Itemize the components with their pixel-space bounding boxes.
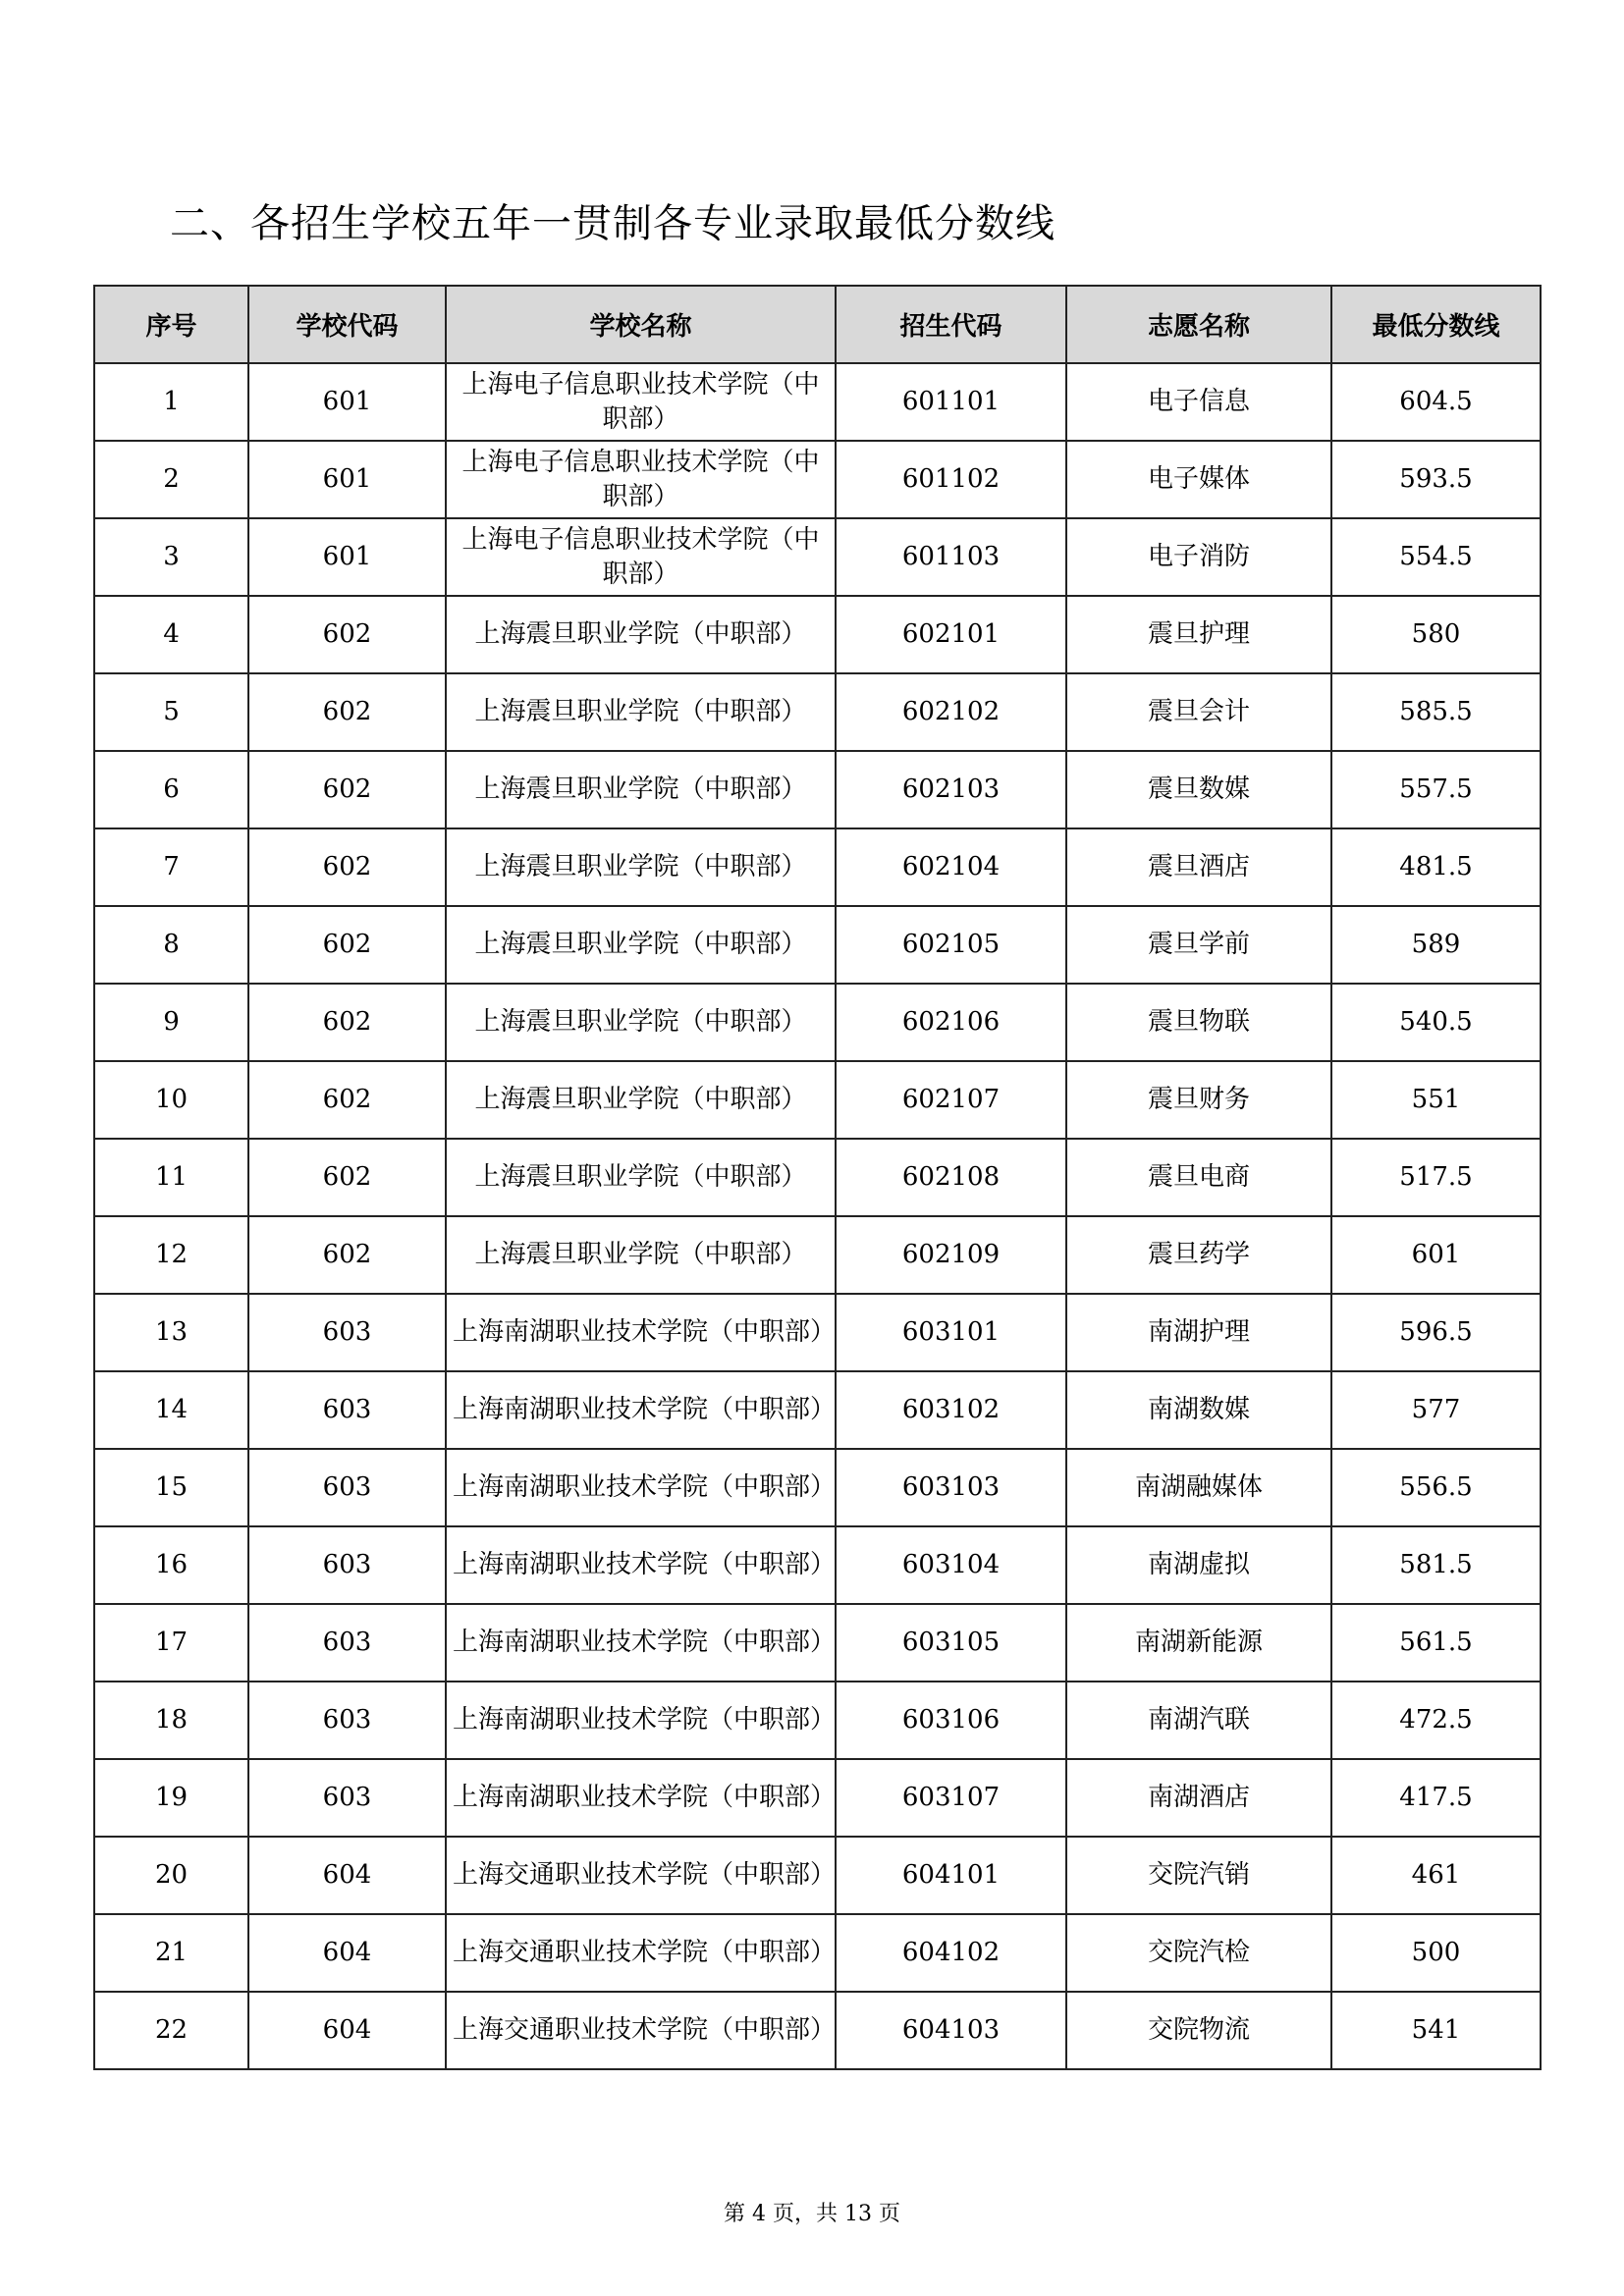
cell-min-score: 581.5 xyxy=(1331,1526,1541,1604)
cell-school-name: 上海震旦职业学院（中职部） xyxy=(446,751,836,828)
cell-seq: 20 xyxy=(94,1837,248,1914)
cell-seq: 4 xyxy=(94,596,248,673)
table-row xyxy=(94,518,1541,596)
header-school-name: 学校名称 xyxy=(446,286,836,363)
cell-major: 电子消防 xyxy=(1066,518,1331,596)
cell-school-code: 604 xyxy=(248,1914,446,1992)
table-row xyxy=(94,673,1541,751)
table-row xyxy=(94,984,1541,1061)
cell-min-score: 461 xyxy=(1331,1837,1541,1914)
cell-school-name: 上海南湖职业技术学院（中职部） xyxy=(446,1526,836,1604)
cell-school-code: 602 xyxy=(248,1061,446,1139)
cell-school-name: 上海电子信息职业技术学院（中职部） xyxy=(446,363,836,441)
cell-min-score: 417.5 xyxy=(1331,1759,1541,1837)
cell-school-code: 601 xyxy=(248,363,446,441)
cell-school-code: 602 xyxy=(248,1216,446,1294)
cell-enroll-code: 602108 xyxy=(836,1139,1066,1216)
cell-major: 交院汽检 xyxy=(1066,1914,1331,1992)
cell-school-name: 上海震旦职业学院（中职部） xyxy=(446,828,836,906)
cell-major: 南湖数媒 xyxy=(1066,1371,1331,1449)
cell-min-score: 561.5 xyxy=(1331,1604,1541,1682)
cell-enroll-code: 602102 xyxy=(836,673,1066,751)
cell-enroll-code: 603105 xyxy=(836,1604,1066,1682)
table-row xyxy=(94,1682,1541,1759)
cell-seq: 7 xyxy=(94,828,248,906)
cell-enroll-code: 603102 xyxy=(836,1371,1066,1449)
cell-enroll-code: 604101 xyxy=(836,1837,1066,1914)
cell-enroll-code: 601101 xyxy=(836,363,1066,441)
table-row xyxy=(94,1371,1541,1449)
cell-school-code: 603 xyxy=(248,1449,446,1526)
cell-min-score: 556.5 xyxy=(1331,1449,1541,1526)
cell-enroll-code: 602109 xyxy=(836,1216,1066,1294)
cell-school-name: 上海南湖职业技术学院（中职部） xyxy=(446,1682,836,1759)
admission-score-table xyxy=(93,285,1542,2070)
cell-school-name: 上海交通职业技术学院（中职部） xyxy=(446,1992,836,2069)
cell-enroll-code: 602105 xyxy=(836,906,1066,984)
cell-enroll-code: 603107 xyxy=(836,1759,1066,1837)
cell-major: 南湖汽联 xyxy=(1066,1682,1331,1759)
cell-major: 南湖酒店 xyxy=(1066,1759,1331,1837)
cell-seq: 19 xyxy=(94,1759,248,1837)
cell-school-name: 上海震旦职业学院（中职部） xyxy=(446,1061,836,1139)
cell-min-score: 472.5 xyxy=(1331,1682,1541,1759)
cell-school-name: 上海南湖职业技术学院（中职部） xyxy=(446,1759,836,1837)
cell-seq: 18 xyxy=(94,1682,248,1759)
cell-school-code: 602 xyxy=(248,984,446,1061)
cell-seq: 17 xyxy=(94,1604,248,1682)
cell-school-code: 602 xyxy=(248,1139,446,1216)
cell-major: 震旦物联 xyxy=(1066,984,1331,1061)
cell-school-code: 601 xyxy=(248,441,446,518)
cell-school-code: 603 xyxy=(248,1294,446,1371)
table-row xyxy=(94,1061,1541,1139)
cell-min-score: 593.5 xyxy=(1331,441,1541,518)
table-row xyxy=(94,596,1541,673)
cell-school-code: 602 xyxy=(248,906,446,984)
cell-min-score: 557.5 xyxy=(1331,751,1541,828)
cell-seq: 15 xyxy=(94,1449,248,1526)
cell-major: 电子信息 xyxy=(1066,363,1331,441)
cell-school-name: 上海南湖职业技术学院（中职部） xyxy=(446,1371,836,1449)
cell-school-code: 602 xyxy=(248,828,446,906)
cell-enroll-code: 602107 xyxy=(836,1061,1066,1139)
table-row xyxy=(94,751,1541,828)
cell-min-score: 551 xyxy=(1331,1061,1541,1139)
cell-enroll-code: 603106 xyxy=(836,1682,1066,1759)
cell-school-code: 603 xyxy=(248,1371,446,1449)
cell-school-code: 602 xyxy=(248,596,446,673)
cell-min-score: 540.5 xyxy=(1331,984,1541,1061)
cell-school-name: 上海电子信息职业技术学院（中职部） xyxy=(446,518,836,596)
cell-min-score: 601 xyxy=(1331,1216,1541,1294)
cell-school-code: 603 xyxy=(248,1526,446,1604)
cell-school-name: 上海震旦职业学院（中职部） xyxy=(446,984,836,1061)
header-enroll-code: 招生代码 xyxy=(836,286,1066,363)
cell-school-name: 上海南湖职业技术学院（中职部） xyxy=(446,1604,836,1682)
cell-major: 震旦电商 xyxy=(1066,1139,1331,1216)
cell-school-name: 上海南湖职业技术学院（中职部） xyxy=(446,1294,836,1371)
cell-school-code: 603 xyxy=(248,1759,446,1837)
table-row xyxy=(94,1759,1541,1837)
cell-min-score: 577 xyxy=(1331,1371,1541,1449)
page-title: 二、各招生学校五年一贯制各专业录取最低分数线 xyxy=(170,201,1056,246)
cell-min-score: 604.5 xyxy=(1331,363,1541,441)
table-header-row xyxy=(94,286,1541,363)
cell-enroll-code: 602103 xyxy=(836,751,1066,828)
cell-seq: 22 xyxy=(94,1992,248,2069)
cell-seq: 6 xyxy=(94,751,248,828)
table-row xyxy=(94,1604,1541,1682)
cell-major: 震旦药学 xyxy=(1066,1216,1331,1294)
cell-seq: 13 xyxy=(94,1294,248,1371)
cell-enroll-code: 602106 xyxy=(836,984,1066,1061)
cell-major: 震旦学前 xyxy=(1066,906,1331,984)
cell-school-name: 上海震旦职业学院（中职部） xyxy=(446,906,836,984)
cell-school-name: 上海震旦职业学院（中职部） xyxy=(446,596,836,673)
cell-seq: 21 xyxy=(94,1914,248,1992)
cell-school-name: 上海交通职业技术学院（中职部） xyxy=(446,1914,836,1992)
table-row xyxy=(94,1992,1541,2069)
cell-major: 交院物流 xyxy=(1066,1992,1331,2069)
cell-major: 南湖虚拟 xyxy=(1066,1526,1331,1604)
cell-enroll-code: 604103 xyxy=(836,1992,1066,2069)
header-min-score: 最低分数线 xyxy=(1331,286,1541,363)
cell-major: 电子媒体 xyxy=(1066,441,1331,518)
cell-school-name: 上海南湖职业技术学院（中职部） xyxy=(446,1449,836,1526)
table-row xyxy=(94,441,1541,518)
cell-major: 南湖新能源 xyxy=(1066,1604,1331,1682)
page-footer: 第 4 页，共 13 页 xyxy=(724,2202,900,2226)
cell-seq: 5 xyxy=(94,673,248,751)
cell-seq: 12 xyxy=(94,1216,248,1294)
cell-enroll-code: 601103 xyxy=(836,518,1066,596)
cell-enroll-code: 602104 xyxy=(836,828,1066,906)
cell-school-name: 上海震旦职业学院（中职部） xyxy=(446,1139,836,1216)
cell-school-name: 上海电子信息职业技术学院（中职部） xyxy=(446,441,836,518)
cell-seq: 16 xyxy=(94,1526,248,1604)
table-row xyxy=(94,1216,1541,1294)
cell-enroll-code: 603101 xyxy=(836,1294,1066,1371)
cell-seq: 3 xyxy=(94,518,248,596)
table-row xyxy=(94,1837,1541,1914)
cell-min-score: 517.5 xyxy=(1331,1139,1541,1216)
cell-school-code: 602 xyxy=(248,673,446,751)
cell-school-code: 604 xyxy=(248,1992,446,2069)
table-row xyxy=(94,906,1541,984)
table-row xyxy=(94,1139,1541,1216)
table-row xyxy=(94,1294,1541,1371)
table-row xyxy=(94,363,1541,441)
cell-seq: 9 xyxy=(94,984,248,1061)
cell-min-score: 585.5 xyxy=(1331,673,1541,751)
cell-school-code: 603 xyxy=(248,1604,446,1682)
cell-school-name: 上海交通职业技术学院（中职部） xyxy=(446,1837,836,1914)
cell-major: 南湖护理 xyxy=(1066,1294,1331,1371)
cell-major: 震旦护理 xyxy=(1066,596,1331,673)
cell-school-code: 601 xyxy=(248,518,446,596)
header-major: 志愿名称 xyxy=(1066,286,1331,363)
table-row xyxy=(94,1526,1541,1604)
cell-school-code: 602 xyxy=(248,751,446,828)
cell-major: 震旦财务 xyxy=(1066,1061,1331,1139)
cell-major: 南湖融媒体 xyxy=(1066,1449,1331,1526)
cell-min-score: 481.5 xyxy=(1331,828,1541,906)
table-row xyxy=(94,1449,1541,1526)
cell-major: 交院汽销 xyxy=(1066,1837,1331,1914)
header-school-code: 学校代码 xyxy=(248,286,446,363)
table-row xyxy=(94,828,1541,906)
cell-school-code: 603 xyxy=(248,1682,446,1759)
cell-major: 震旦数媒 xyxy=(1066,751,1331,828)
cell-school-name: 上海震旦职业学院（中职部） xyxy=(446,1216,836,1294)
cell-major: 震旦酒店 xyxy=(1066,828,1331,906)
header-seq: 序号 xyxy=(94,286,248,363)
cell-enroll-code: 602101 xyxy=(836,596,1066,673)
cell-seq: 1 xyxy=(94,363,248,441)
cell-seq: 10 xyxy=(94,1061,248,1139)
cell-school-name: 上海震旦职业学院（中职部） xyxy=(446,673,836,751)
cell-enroll-code: 603103 xyxy=(836,1449,1066,1526)
cell-enroll-code: 601102 xyxy=(836,441,1066,518)
cell-school-code: 604 xyxy=(248,1837,446,1914)
cell-min-score: 500 xyxy=(1331,1914,1541,1992)
cell-seq: 11 xyxy=(94,1139,248,1216)
table-body xyxy=(94,363,1541,2069)
cell-enroll-code: 604102 xyxy=(836,1914,1066,1992)
cell-min-score: 589 xyxy=(1331,906,1541,984)
cell-seq: 2 xyxy=(94,441,248,518)
cell-min-score: 541 xyxy=(1331,1992,1541,2069)
table-row xyxy=(94,1914,1541,1992)
cell-min-score: 596.5 xyxy=(1331,1294,1541,1371)
cell-min-score: 554.5 xyxy=(1331,518,1541,596)
cell-seq: 14 xyxy=(94,1371,248,1449)
cell-seq: 8 xyxy=(94,906,248,984)
cell-enroll-code: 603104 xyxy=(836,1526,1066,1604)
cell-major: 震旦会计 xyxy=(1066,673,1331,751)
cell-min-score: 580 xyxy=(1331,596,1541,673)
